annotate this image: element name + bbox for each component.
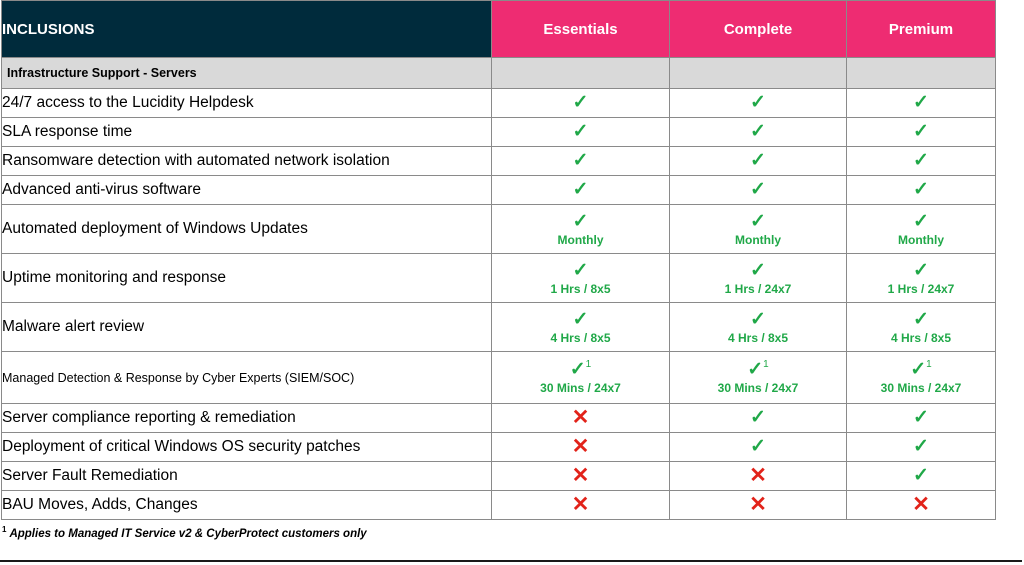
plan-cell — [492, 118, 670, 147]
plan-cell — [492, 352, 670, 404]
plan-cell — [492, 491, 670, 520]
plan-cell — [847, 462, 996, 491]
check-icon: ✓ — [747, 359, 764, 380]
footnote-ref: 1 — [585, 359, 592, 370]
footnote-marker: 1 — [2, 525, 7, 534]
plan-cell — [847, 147, 996, 176]
inclusions-header: INCLUSIONS — [2, 1, 492, 58]
inclusions-table — [1, 0, 996, 520]
plan-header-essentials: Essentials — [492, 1, 670, 58]
plan-header-premium: Premium — [847, 1, 996, 58]
section-title: Infrastructure Support - Servers — [2, 58, 492, 89]
plan-header-complete: Complete — [670, 1, 847, 58]
check-icon: ✓ — [750, 150, 766, 171]
cross-icon: ✕ — [749, 492, 767, 516]
plan-cell — [847, 491, 996, 520]
check-icon: ✓ — [750, 308, 766, 330]
check-icon: ✓ — [750, 407, 766, 428]
plan-cell — [847, 176, 996, 205]
plan-cell — [847, 254, 996, 303]
cell-note: 4 Hrs / 8x5 — [550, 330, 611, 345]
cross-icon: ✕ — [571, 492, 590, 516]
plan-cell — [492, 404, 670, 433]
plan-cell — [492, 147, 670, 176]
cell-note: 1 Hrs / 24x7 — [887, 281, 955, 296]
plan-cell — [492, 433, 670, 462]
plan-cell — [847, 303, 996, 352]
section-cell — [670, 58, 847, 89]
feature-label: Ransomware detection with automated network isolation — [2, 147, 492, 176]
feature-label: Automated deployment of Windows Updates — [2, 205, 492, 254]
plan-cell — [847, 352, 996, 404]
table-row — [2, 433, 996, 462]
table-row — [2, 491, 996, 520]
table-row — [2, 118, 996, 147]
check-icon: ✓ — [572, 121, 589, 142]
footnote-ref: 1 — [926, 359, 932, 370]
plan-cell — [670, 352, 847, 404]
table-row — [2, 462, 996, 491]
plan-cell — [847, 404, 996, 433]
bottom-divider — [0, 560, 1022, 562]
cell-note: Monthly — [898, 232, 944, 247]
header-row — [2, 1, 996, 58]
check-icon: ✓ — [913, 308, 929, 330]
plan-cell — [670, 205, 847, 254]
check-icon: ✓ — [569, 359, 586, 380]
feature-label: Malware alert review — [2, 303, 492, 352]
check-icon: ✓ — [913, 121, 929, 142]
check-icon: ✓ — [572, 179, 589, 200]
footnote — [2, 525, 367, 540]
cell-note: 1 Hrs / 8x5 — [550, 281, 611, 296]
plan-cell — [847, 205, 996, 254]
check-icon: ✓ — [750, 179, 766, 200]
feature-label: BAU Moves, Adds, Changes — [2, 491, 492, 520]
check-icon: ✓ — [913, 179, 929, 200]
table-row — [2, 89, 996, 118]
check-icon: ✓ — [750, 436, 766, 457]
table-row — [2, 303, 996, 352]
plan-cell — [847, 89, 996, 118]
check-icon: ✓ — [913, 465, 929, 486]
cell-note: 30 Mins / 24x7 — [880, 381, 962, 395]
plan-cell — [670, 118, 847, 147]
feature-label: 24/7 access to the Lucidity Helpdesk — [2, 89, 492, 118]
cell-note: 30 Mins / 24x7 — [717, 381, 799, 395]
plan-cell — [670, 303, 847, 352]
plan-cell — [670, 462, 847, 491]
check-icon: ✓ — [913, 150, 929, 171]
cell-note: 4 Hrs / 8x5 — [727, 330, 789, 345]
check-icon: ✓ — [913, 210, 929, 232]
feature-label: SLA response time — [2, 118, 492, 147]
check-icon: ✓ — [910, 359, 927, 380]
cell-note: Monthly — [557, 232, 604, 247]
check-icon: ✓ — [750, 121, 766, 142]
plan-cell — [492, 303, 670, 352]
check-icon: ✓ — [913, 92, 929, 113]
feature-label: Server compliance reporting & remediation — [2, 404, 492, 433]
check-icon: ✓ — [572, 259, 589, 281]
footnote-ref: 1 — [763, 359, 769, 370]
plan-cell — [670, 404, 847, 433]
cell-note: 4 Hrs / 8x5 — [890, 330, 952, 345]
plan-cell — [492, 205, 670, 254]
table-row — [2, 205, 996, 254]
cross-icon: ✕ — [571, 434, 590, 458]
check-icon: ✓ — [913, 259, 929, 281]
footnote-text: Applies to Managed IT Service v2 & CyberProtect customers only — [9, 527, 367, 540]
table-row — [2, 176, 996, 205]
check-icon: ✓ — [572, 308, 589, 330]
table-row — [2, 404, 996, 433]
plan-cell — [670, 89, 847, 118]
check-icon: ✓ — [572, 150, 589, 171]
feature-label: Managed Detection & Response by Cyber Experts (SIEM/SOC) — [2, 352, 492, 404]
cell-note: Monthly — [735, 232, 781, 247]
check-icon: ✓ — [750, 259, 766, 281]
check-icon: ✓ — [913, 407, 929, 428]
feature-label: Uptime monitoring and response — [2, 254, 492, 303]
table-row — [2, 254, 996, 303]
cross-icon: ✕ — [912, 492, 930, 516]
plan-cell — [847, 433, 996, 462]
table-row — [2, 352, 996, 404]
table-row — [2, 147, 996, 176]
plan-cell — [670, 176, 847, 205]
check-icon: ✓ — [572, 210, 589, 232]
feature-label: Server Fault Remediation — [2, 462, 492, 491]
section-row — [2, 58, 996, 89]
check-icon: ✓ — [750, 210, 766, 232]
plan-cell — [492, 462, 670, 491]
section-cell — [847, 58, 996, 89]
cell-note: 30 Mins / 24x7 — [540, 381, 621, 395]
feature-label: Deployment of critical Windows OS security patches — [2, 433, 492, 462]
plan-cell — [670, 433, 847, 462]
plan-cell — [492, 176, 670, 205]
plan-cell — [492, 89, 670, 118]
cross-icon: ✕ — [749, 463, 767, 487]
plan-cell — [492, 254, 670, 303]
cross-icon: ✕ — [571, 405, 590, 429]
plan-cell — [670, 491, 847, 520]
plan-cell — [670, 147, 847, 176]
cell-note: 1 Hrs / 24x7 — [724, 281, 792, 296]
check-icon: ✓ — [750, 92, 766, 113]
plan-cell — [847, 118, 996, 147]
section-cell — [492, 58, 670, 89]
cross-icon: ✕ — [571, 463, 590, 487]
check-icon: ✓ — [572, 92, 589, 113]
plan-cell — [670, 254, 847, 303]
check-icon: ✓ — [913, 436, 929, 457]
feature-label: Advanced anti-virus software — [2, 176, 492, 205]
